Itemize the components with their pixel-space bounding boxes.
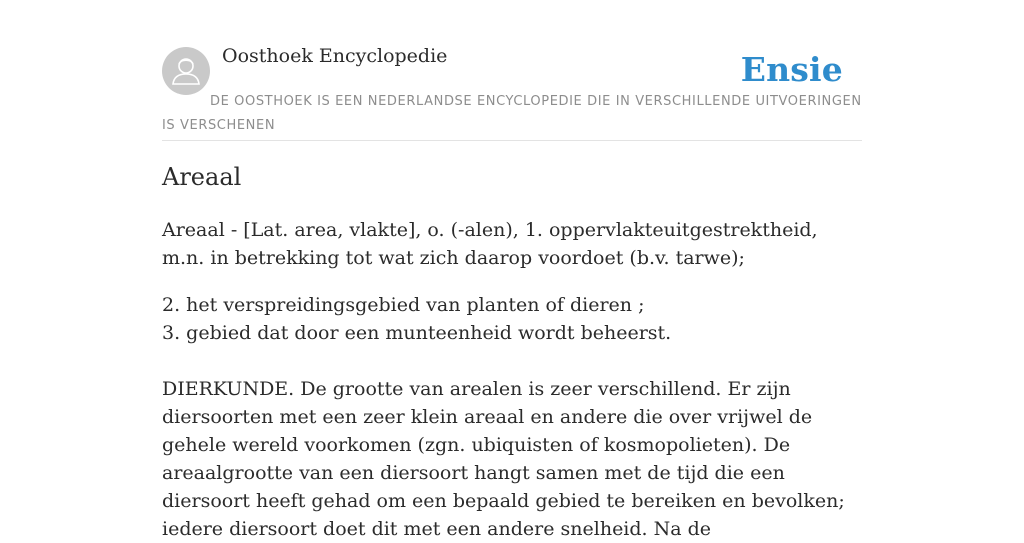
book-subtitle: DE OOSTHOEK IS EEN NEDERLANDSE ENCYCLOPEDIE DIE IN VERSCHILLENDE UITVOERINGEN IS VERSCHENEN (162, 94, 862, 133)
user-icon (162, 47, 210, 95)
spacer (162, 347, 862, 375)
paragraph: 3. gebied dat door een munteenheid wordt beheerst. (162, 322, 672, 344)
article-body (162, 216, 862, 543)
page (162, 0, 862, 540)
avatar[interactable] (162, 47, 210, 95)
book-title[interactable]: Oosthoek Encyclopedie (222, 45, 448, 67)
header (162, 0, 862, 141)
paragraph: 2. het verspreidingsgebied van planten of dieren ; (162, 294, 645, 316)
paragraph: DIERKUNDE. De grootte van arealen is zeer verschillend. Er zijn diersoorten met een zeer klein areaal en andere die over vrijwel de gehele wereld voorkomen (zgn. ubiquisten of kosmopolieten). De areaalgrootte van een diersoort hangt samen met de tijd die een diersoort heeft gehad om een bepaald gebied te bereiken en bevolken; iedere diersoort doet dit met een andere snelheid. Na de (162, 378, 845, 540)
brand-logo[interactable]: Ensie (740, 50, 843, 89)
page-title: Areaal (162, 163, 242, 191)
paragraph: Areaal - [Lat. area, vlakte], o. (-alen), 1. oppervlakteuitgestrektheid, m.n. in betrekking tot wat zich daarop voordoet (b.v. tarwe); (162, 219, 818, 269)
